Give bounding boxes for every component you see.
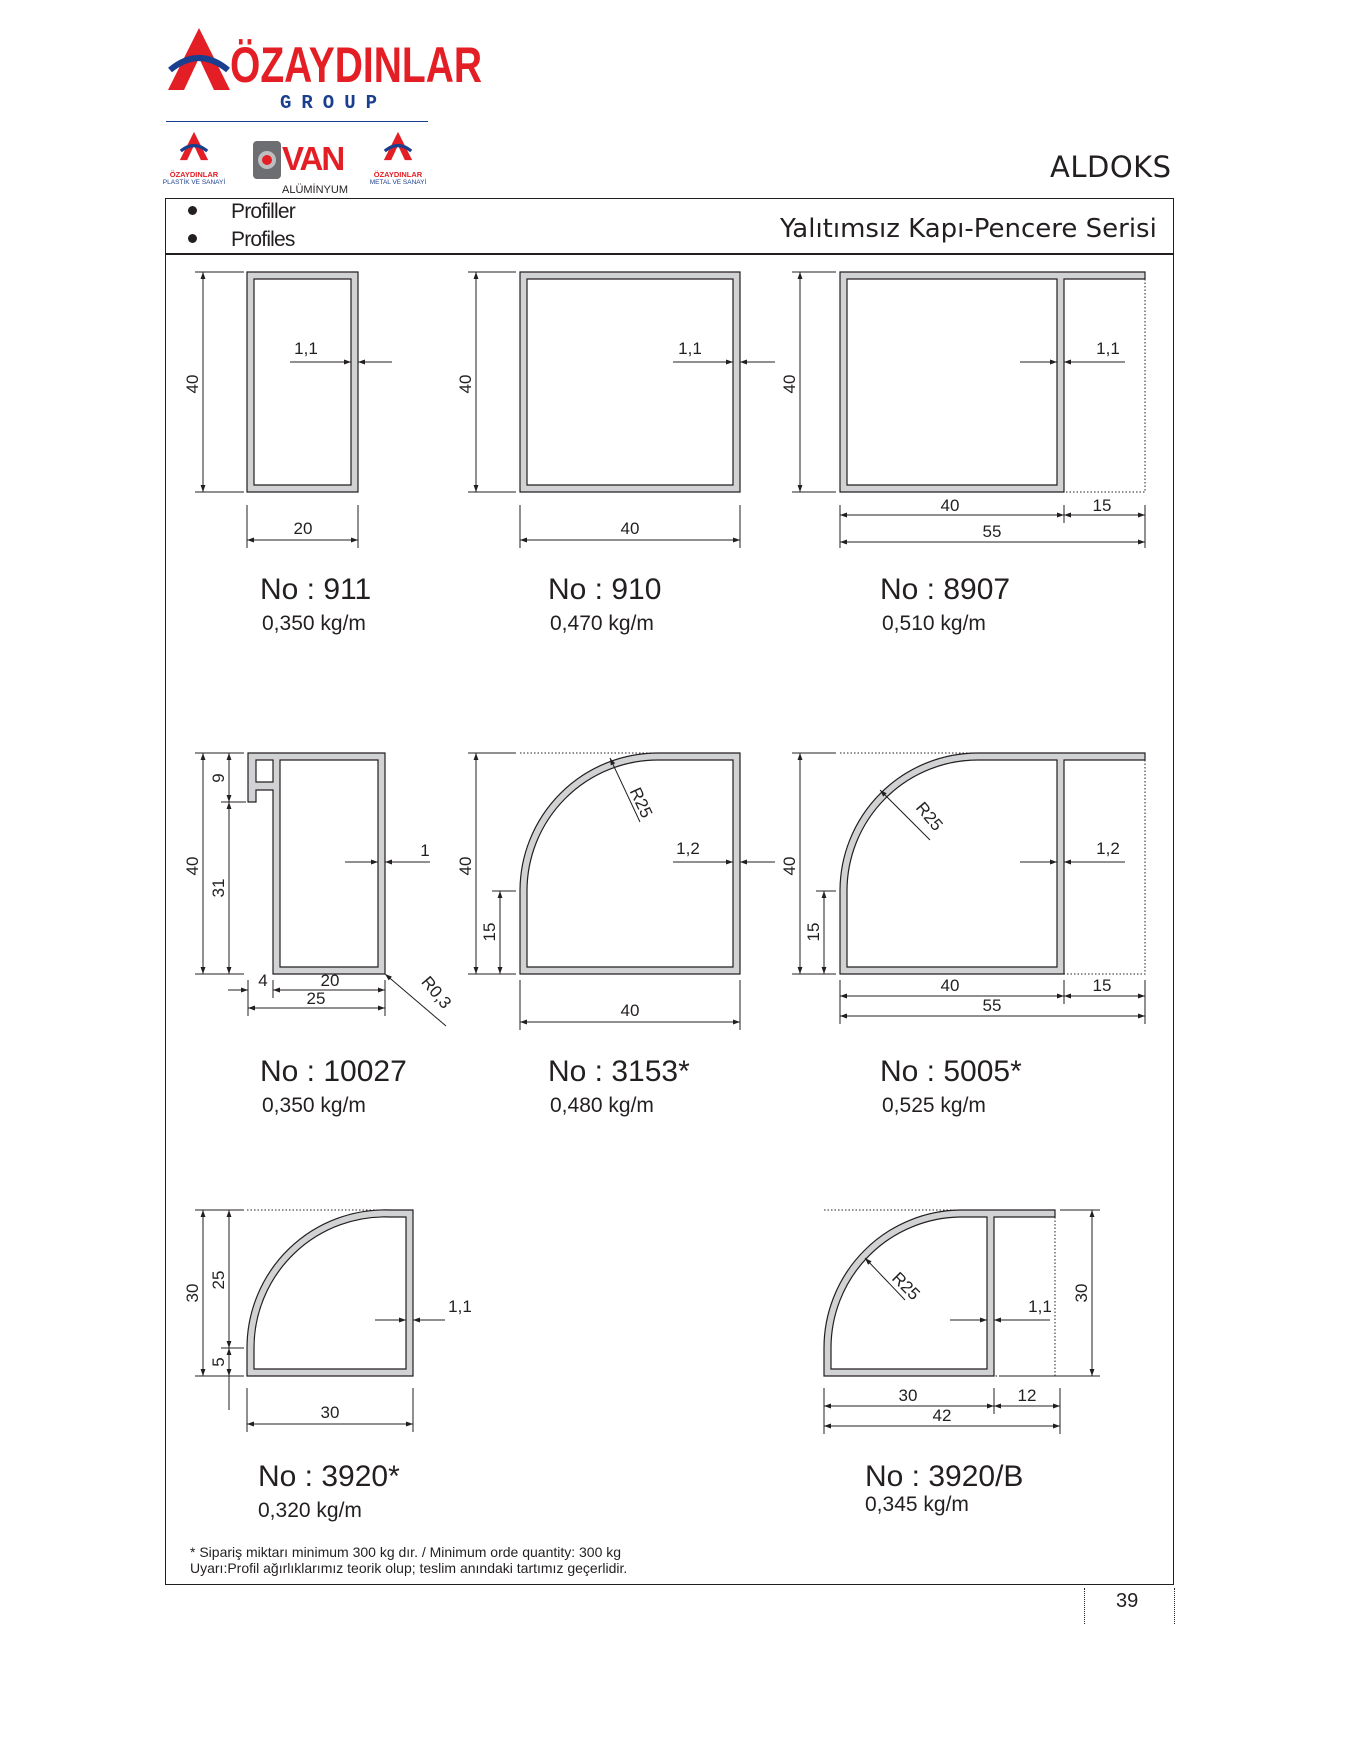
page-number-divider <box>1174 1588 1175 1624</box>
dim-label: 40 <box>940 976 960 995</box>
metal-logo-sub: METAL VE SANAYİ <box>369 179 427 186</box>
dim-label: 30 <box>320 1403 340 1422</box>
dim-label: 20 <box>320 971 340 990</box>
product-number: No : 5005* <box>880 1055 1022 1088</box>
bullet-label: Profiller <box>231 200 295 223</box>
product-weight: 0,320 kg/m <box>258 1499 362 1522</box>
dim-label: 40 <box>183 374 202 394</box>
dim-label: 55 <box>982 996 1002 1015</box>
brand-name: ÖZAYDINLAR <box>230 37 483 93</box>
product-weight: 0,345 kg/m <box>865 1493 969 1516</box>
dim-label: 4 <box>258 971 268 990</box>
series-title: ALDOKS <box>1050 150 1172 184</box>
dim-label: 55 <box>982 522 1002 541</box>
dim-label: 20 <box>293 519 313 538</box>
profile-3920b-shape <box>824 1210 1055 1376</box>
product-weight: 0,350 kg/m <box>262 1094 366 1117</box>
dim-label: 1,1 <box>1028 1297 1052 1316</box>
product-weight: 0,480 kg/m <box>550 1094 654 1117</box>
product-weight: 0,510 kg/m <box>882 612 986 635</box>
dim-label: 1,1 <box>678 339 702 358</box>
product-number: No : 8907 <box>880 573 1011 606</box>
product-number: No : 3920* <box>258 1460 400 1493</box>
profile-910-shape <box>520 272 740 492</box>
dim-label: R0,3 <box>417 972 456 1013</box>
series-subtitle: Yalıtımsız Kapı-Pencere Serisi <box>780 214 1157 244</box>
brand-group: GROUP <box>280 92 388 114</box>
van-logo-name: VAN <box>282 140 344 177</box>
dim-label: 9 <box>209 773 228 783</box>
dim-label: 25 <box>306 989 326 1008</box>
dim-label: 1,1 <box>448 1297 472 1316</box>
footnote <box>190 1544 627 1576</box>
dim-label: 30 <box>898 1386 918 1405</box>
dim-label: 1 <box>420 841 430 860</box>
dim-label: 1,1 <box>294 339 318 358</box>
footnote-line: * Sipariş miktarı minimum 300 kg dır. / Minimum orde quantity: 300 kg <box>190 1544 622 1560</box>
dim-label: 40 <box>456 374 475 394</box>
dim-label: R25 <box>888 1268 924 1304</box>
bullet-label: Profiles <box>231 228 295 251</box>
metal-logo-name: ÖZAYDINLAR <box>373 170 423 179</box>
dim-label: 1,2 <box>676 839 700 858</box>
product-number: No : 3153* <box>548 1055 690 1088</box>
product-weight: 0,350 kg/m <box>262 612 366 635</box>
profile-8907-shape <box>840 272 1145 492</box>
product-number: No : 3920/B <box>865 1460 1024 1493</box>
dim-label: 40 <box>456 856 475 876</box>
dim-label: R25 <box>625 784 657 821</box>
dim-label: 15 <box>804 922 823 942</box>
profile-3920-shape <box>247 1210 413 1376</box>
dim-label: 25 <box>209 1270 228 1290</box>
dim-label: 30 <box>183 1283 202 1303</box>
profile-3153-shape <box>520 753 740 974</box>
van-logo-sub: ALÜMİNYUM <box>282 184 349 196</box>
dim-label: 42 <box>932 1406 952 1425</box>
dim-label: 40 <box>780 374 799 394</box>
dim-label: 40 <box>620 1001 640 1020</box>
dim-label: 40 <box>183 856 202 876</box>
product-weight: 0,525 kg/m <box>882 1094 986 1117</box>
profile-911-shape <box>247 272 358 492</box>
dim-label: 30 <box>1072 1283 1091 1303</box>
dim-label: 1,1 <box>1096 339 1120 358</box>
page-number-divider <box>1084 1588 1085 1624</box>
dim-label: 1,2 <box>1096 839 1120 858</box>
dim-label: 40 <box>940 496 960 515</box>
dim-label: 15 <box>1092 976 1112 995</box>
dim-label: 40 <box>620 519 640 538</box>
product-number: No : 911 <box>260 573 372 606</box>
page-number: 39 <box>1116 1590 1139 1612</box>
plastik-logo-name: ÖZAYDINLAR <box>169 170 219 179</box>
dim-label: 15 <box>480 922 499 942</box>
dim-label: 15 <box>1092 496 1112 515</box>
product-number: No : 910 <box>548 573 662 606</box>
footnote-line: Uyarı:Profil ağırlıklarımız teorik olup; teslim anındaki tartımız geçerlidir. <box>190 1560 628 1576</box>
product-number: No : 10027 <box>260 1055 407 1088</box>
dim-label: 12 <box>1017 1386 1037 1405</box>
plastik-logo-sub: PLASTİK VE SANAYİ <box>162 179 226 186</box>
dim-label: 5 <box>209 1357 228 1367</box>
dim-label: 40 <box>780 856 799 876</box>
product-weight: 0,470 kg/m <box>550 612 654 635</box>
profile-10027-shape <box>248 753 385 974</box>
dim-label: 31 <box>209 878 228 898</box>
dim-label: R25 <box>911 798 947 835</box>
profile-5005-shape <box>840 753 1145 974</box>
